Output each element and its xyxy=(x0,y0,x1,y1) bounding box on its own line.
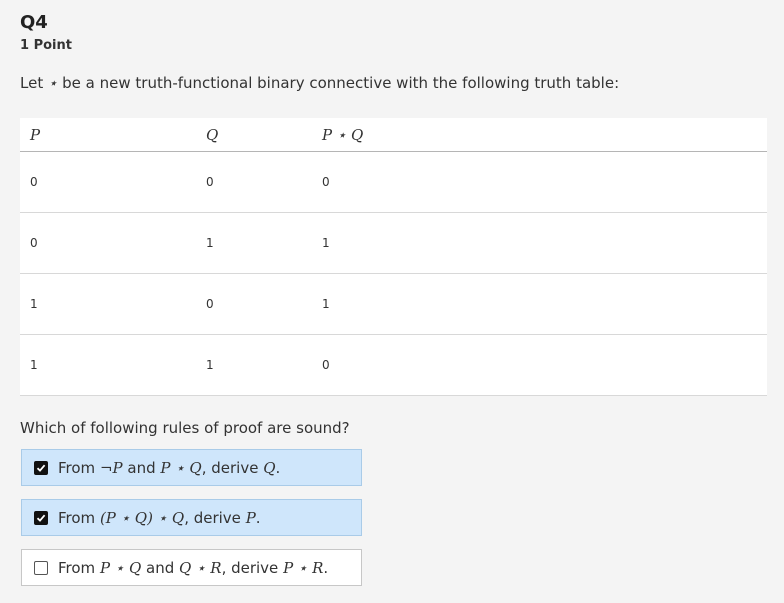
header-p-star-q: P ⋆ Q xyxy=(322,125,364,144)
answer-option-1[interactable] xyxy=(21,449,362,486)
answer-option-3[interactable] xyxy=(21,549,362,586)
answer-option-2[interactable] xyxy=(21,499,362,536)
header-q: Q xyxy=(206,125,219,144)
checkbox[interactable] xyxy=(34,561,48,575)
table-row xyxy=(20,273,767,334)
table-header-row xyxy=(20,118,767,152)
cell-q: 1 xyxy=(206,236,214,250)
header-p: P xyxy=(30,125,41,144)
option-label: From (P ⋆ Q) ⋆ Q, derive P. xyxy=(58,508,261,527)
table-row xyxy=(20,212,767,273)
cell-p: 0 xyxy=(30,236,38,250)
option-label: From P ⋆ Q and Q ⋆ R, derive P ⋆ R. xyxy=(58,558,329,577)
cell-result: 1 xyxy=(322,297,330,311)
question-title: Q4 xyxy=(20,12,48,33)
truth-table xyxy=(20,118,767,396)
cell-q: 1 xyxy=(206,358,214,372)
cell-result: 1 xyxy=(322,236,330,250)
cell-q: 0 xyxy=(206,297,214,311)
cell-result: 0 xyxy=(322,358,330,372)
cell-p: 1 xyxy=(30,297,38,311)
cell-p: 1 xyxy=(30,358,38,372)
cell-p: 0 xyxy=(30,175,38,189)
cell-result: 0 xyxy=(322,175,330,189)
question-prompt: Let ⋆ be a new truth-functional binary connective with the following truth table: xyxy=(20,74,620,92)
table-row xyxy=(20,152,767,212)
checkbox[interactable] xyxy=(34,511,48,525)
star-symbol: ⋆ xyxy=(47,74,58,92)
question-points: 1 Point xyxy=(20,38,72,53)
option-label: From ¬P and P ⋆ Q, derive Q. xyxy=(58,458,281,477)
subquestion-text: Which of following rules of proof are sound? xyxy=(20,419,350,437)
table-row xyxy=(20,334,767,396)
cell-q: 0 xyxy=(206,175,214,189)
checkbox[interactable] xyxy=(34,461,48,475)
